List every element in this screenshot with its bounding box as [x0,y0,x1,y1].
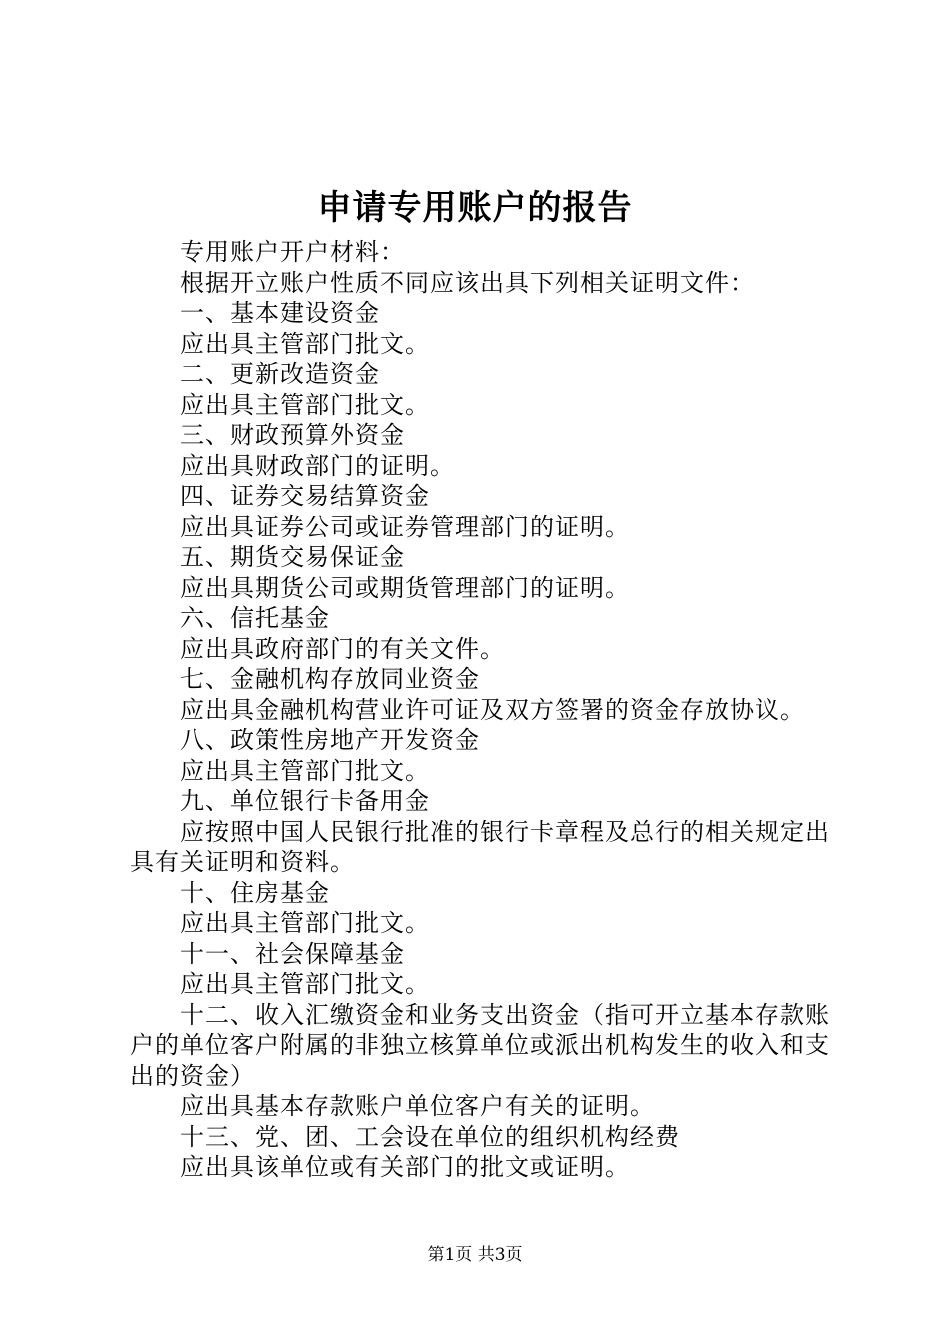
paragraph: 根据开立账户性质不同应该出具下列相关证明文件： [180,268,755,297]
section-heading: 七、金融机构存放同业资金 [180,665,480,693]
paragraph: 应出具该单位或有关部门的批文或证明。 [180,1153,630,1181]
section-heading: 一、基本建设资金 [180,299,380,327]
page-number-footer: 第1页 共3页 [427,1245,523,1265]
section-heading: 四、证券交易结算资金 [180,482,430,510]
section-heading: 二、更新改造资金 [180,360,380,388]
paragraph: 应出具证券公司或证券管理部门的证明。 [180,512,630,541]
paragraph: 应出具金融机构营业许可证及双方签署的资金存放协议。 [180,695,805,724]
paragraph: 应出具财政部门的证明。 [180,451,455,480]
section-heading: 十、住房基金 [180,878,330,907]
paragraph: 专用账户开户材料： [180,238,405,266]
paragraph: 应出具政府部门的有关文件。 [180,634,505,663]
paragraph: 应出具主管部门批文。 [180,909,430,937]
paragraph: 应按照中国人民银行批准的银行卡章程及总行的相关规定出具有关证明和资料。 [130,817,830,876]
paragraph: 应出具主管部门批文。 [180,756,430,785]
document-body [130,237,830,1183]
section-heading: 五、期货交易保证金 [180,543,405,571]
section-heading: 八、政策性房地产开发资金 [180,726,480,754]
paragraph: 应出具期货公司或期货管理部门的证明。 [180,573,630,602]
paragraph: 应出具主管部门批文。 [180,390,430,419]
section-heading: 三、财政预算外资金 [180,421,405,449]
section-heading: 九、单位银行卡备用金 [180,787,430,815]
document-title: 申请专用账户的报告 [317,188,633,228]
paragraph: 应出具主管部门批文。 [180,970,430,998]
section-heading: 十三、党、团、工会设在单位的组织机构经费 [180,1122,680,1151]
paragraph: 应出具基本存款账户单位客户有关的证明。 [180,1092,655,1120]
section-heading: 十一、社会保障基金 [180,939,405,968]
section-heading: 六、信托基金 [180,604,330,632]
section-heading: 十二、收入汇缴资金和业务支出资金（指可开立基本存款账户的单位客户附属的非独立核算单位或派出机构发生的收入和支出的资金） [130,1000,830,1090]
paragraph: 应出具主管部门批文。 [180,329,430,358]
